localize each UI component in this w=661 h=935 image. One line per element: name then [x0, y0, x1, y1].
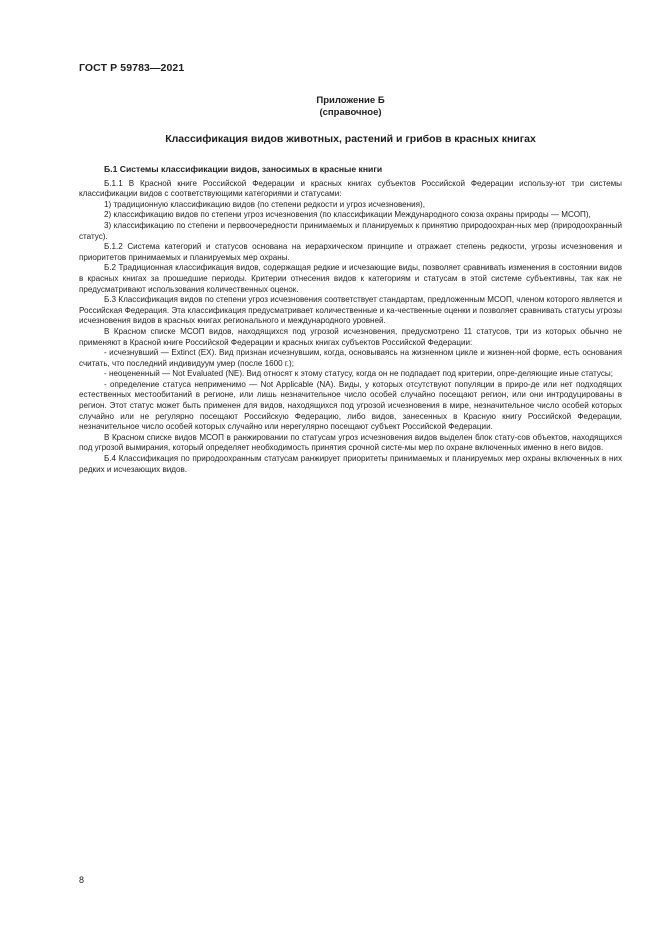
appendix-title: Приложение Б: [316, 95, 385, 106]
appendix-heading: [0, 95, 661, 119]
paragraph: Б.4 Классификация по природоохранным статусам ранжирует приоритеты принимаемых и планируемых мер охраны включенных в них редких и исчезающих видов.: [79, 454, 622, 474]
paragraph: 2) классификацию видов по степени угроз исчезновения (по классификации Международного союза охраны природы — МСОП),: [104, 210, 591, 220]
paragraph: - исчезнувший — Extinct (EX). Вид признан исчезнувшим, когда, основываясь на жизненном цикле и жизнен-ной форме, есть основания считать, что последний индивидуум умер (после 1600 г.);: [79, 348, 622, 368]
paragraph: - неоцененный — Not Evaluated (NE). Вид относят к этому статусу, когда он не подпадает под критерии, опре-деляющие иные статусы;: [104, 369, 613, 379]
appendix-subtitle: (справочное): [319, 107, 382, 118]
paragraph: Б.2 Традиционная классификация видов, содержащая редкие и исчезающие виды, позволяет сравнивать изменения в состоянии видов в красных книгах за прошедшие периоды. Критерии отнесения видов к категориям и статусам в этой системе субъективны, так как не предусматривают использования количественных оценок.: [79, 263, 622, 294]
page-number: 8: [79, 875, 85, 885]
paragraph: Б.1.2 Система категорий и статусов основана на иерархическом принципе и отражает степень редкости, угрозы исчезновения и приоритетов принимаемых и планируемых мер охраны.: [79, 242, 622, 262]
paragraph: Б.1.1 В Красной книге Российской Федерации и красных книгах субъектов Российской Федерации использу-ют три системы классификации видов с соответствующими категориями и статусами:: [79, 178, 622, 199]
document-body: [79, 164, 622, 475]
paragraph: 1) традиционную классификацию видов (по степени редкости и угроз исчезновения),: [104, 199, 425, 209]
document-code: ГОСТ Р 59783—2021: [79, 62, 185, 74]
paragraph: В Красном списке видов МСОП в ранжировании по статусам угроз исчезновения видов выделен блок стату-сов объектов, находящихся под угрозой вымирания, который определяет необходимость принятия срочной систе-мы мер по охране включенных именно в него видов.: [79, 432, 622, 453]
section-heading: Б.1 Системы классификации видов, заносимых в красные книги: [104, 164, 383, 174]
main-title: Классификация видов животных, растений и грибов в красных книгах: [165, 133, 536, 145]
paragraph: 3) классификацию по степени и первоочередности принимаемых и планируемых к принятию природоохран-ных мер (природоохранный статус).: [79, 220, 622, 241]
paragraph: - определение статуса неприменимо — Not Applicable (NA). Виды, у которых отсутствуют популяции в приро-де или нет подходящих естественных местообитаний в регионе, или лишь незначительное число особей случайно посещают регион, или они интродуцированы в регион. Этот статус может быть применен для видов, находящихся под угрозой исчезновения в мире, незначительное число особей которых случайно или не регулярно посещают Российскую Федерацию, либо видов, занесенных в Красную книгу Российской Федерации, незначительное число особей которых случайно или нерегулярно посещают субъект Российской Федерации.: [79, 379, 622, 432]
paragraph: Б.3 Классификация видов по степени угроз исчезновения соответствует стандартам, предложенным МСОП, членом которого является и Российская Федерация. Эта классификация предусматривает количественные и ка-чественные оценки и позволяет сравнивать статусы угрозы исчезновения видов в красных книгах регионального и международного уровней.: [79, 295, 622, 326]
paragraph: В Красном списке МСОП видов, находящихся под угрозой исчезновения, предусмотрено 11 статусов, три из которых обычно не применяют в Красной книге Российской Федерации и красных книгах субъектов Российской Федерации:: [79, 326, 622, 347]
